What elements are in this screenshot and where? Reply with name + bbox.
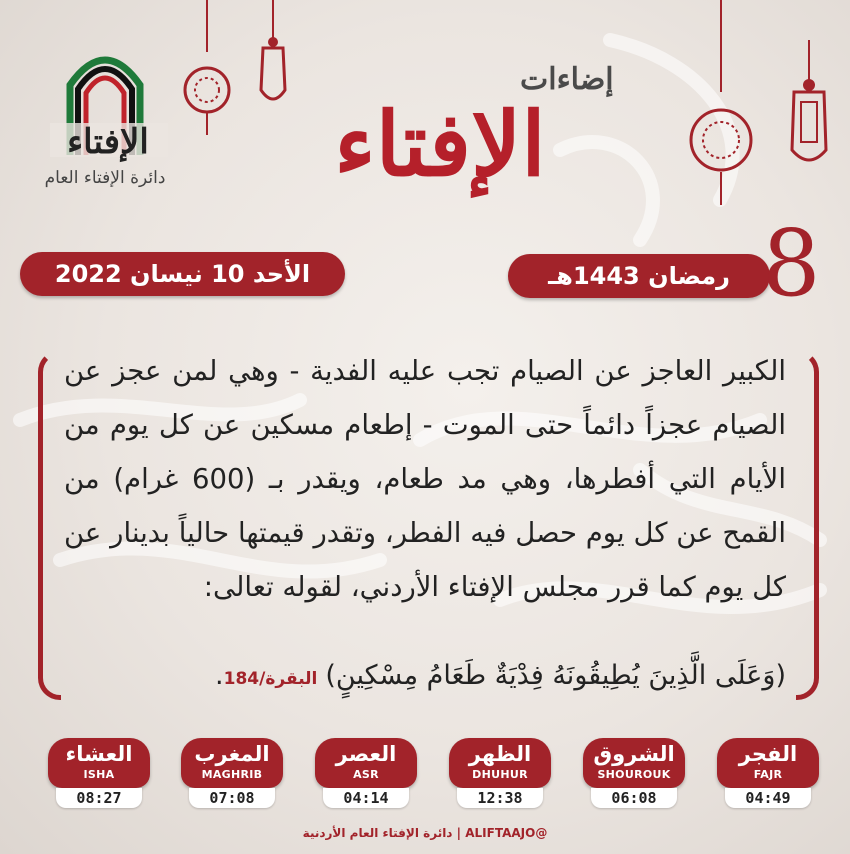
- prayer-name-en: MAGHRIB: [201, 768, 263, 781]
- prayer-name-ar: الظهر: [468, 742, 532, 766]
- prayer-name-en: DHUHUR: [472, 768, 528, 781]
- hijri-day-number: 8: [762, 210, 821, 317]
- verse-end: .: [215, 660, 224, 691]
- prayer-badge: [181, 738, 283, 788]
- gregorian-date-badge: [20, 252, 345, 296]
- prayer-time: 04:49: [725, 788, 811, 808]
- prayer-badge: [315, 738, 417, 788]
- prayer-name-en: ISHA: [83, 768, 115, 781]
- prayer-badge: [717, 738, 819, 788]
- prayer-asr: [315, 738, 417, 810]
- prayer-name-en: SHOUROUK: [597, 768, 671, 781]
- prayer-dhuhur: [449, 738, 551, 810]
- prayer-name-ar: العصر: [335, 742, 397, 766]
- text-frame-right: [796, 350, 819, 700]
- prayer-name-ar: العشاء: [65, 742, 133, 766]
- fatwa-text: الكبير العاجز عن الصيام تجب عليه الفدية - وهي لمن عجز عن الصيام عجزاً دائماً حتى الموت - إطعام مسكين عن كل يوم من الأيام التي أفطرها، وهي مد طعام، ويقدر بـ (600 غرام) من القمح عن كل يوم حصل فيه الفطر، وتقدر قيمتها حالياً بدينار عن كل يوم كما قرر مجلس الإفتاء الأردني، لقوله تعالى:: [64, 355, 786, 603]
- prayer-badge: [449, 738, 551, 788]
- page-title: الإفتاء: [334, 92, 546, 196]
- hijri-date-badge: [508, 254, 770, 298]
- header-subtitle: إضاءات: [520, 62, 614, 97]
- logo-wordmark: الإفتاء: [67, 122, 149, 162]
- prayer-name-en: FAJR: [753, 768, 783, 781]
- prayer-time: 08:27: [56, 788, 142, 808]
- prayer-name-ar: المغرب: [194, 742, 270, 766]
- quran-verse: (وَعَلَى الَّذِينَ يُطِيقُونَهُ فِدْيَةٌ طَعَامُ مِسْكِينٍ): [325, 660, 786, 691]
- prayer-time: 12:38: [457, 788, 543, 808]
- prayer-name-en: ASR: [353, 768, 379, 781]
- prayer-badge: [48, 738, 150, 788]
- prayer-time: 06:08: [591, 788, 677, 808]
- quran-verse-line: [150, 660, 786, 691]
- footer-handle: @ALIFTAAJO | دائرة الإفتاء العام الأردنية: [302, 826, 548, 840]
- prayer-isha: [48, 738, 150, 810]
- prayer-maghrib: [181, 738, 283, 810]
- logo-caption: دائرة الإفتاء العام: [44, 168, 166, 188]
- verse-reference: البقرة/184: [223, 669, 318, 689]
- hijri-date: رمضان 1443هـ: [548, 262, 730, 290]
- text-frame-left: [38, 350, 61, 700]
- prayer-time: 04:14: [323, 788, 409, 808]
- prayer-time: 07:08: [189, 788, 275, 808]
- prayer-shourouk: [583, 738, 685, 810]
- prayer-fajr: [717, 738, 819, 810]
- prayer-name-ar: الفجر: [738, 742, 798, 766]
- lantern-icon: [784, 40, 834, 180]
- lantern-icon: [182, 0, 232, 140]
- lantern-icon: [255, 0, 291, 120]
- gregorian-date: الأحد 10 نيسان 2022: [54, 260, 311, 288]
- lantern-icon: [688, 0, 754, 210]
- prayer-name-ar: الشروق: [593, 742, 675, 766]
- prayer-badge: [583, 738, 685, 788]
